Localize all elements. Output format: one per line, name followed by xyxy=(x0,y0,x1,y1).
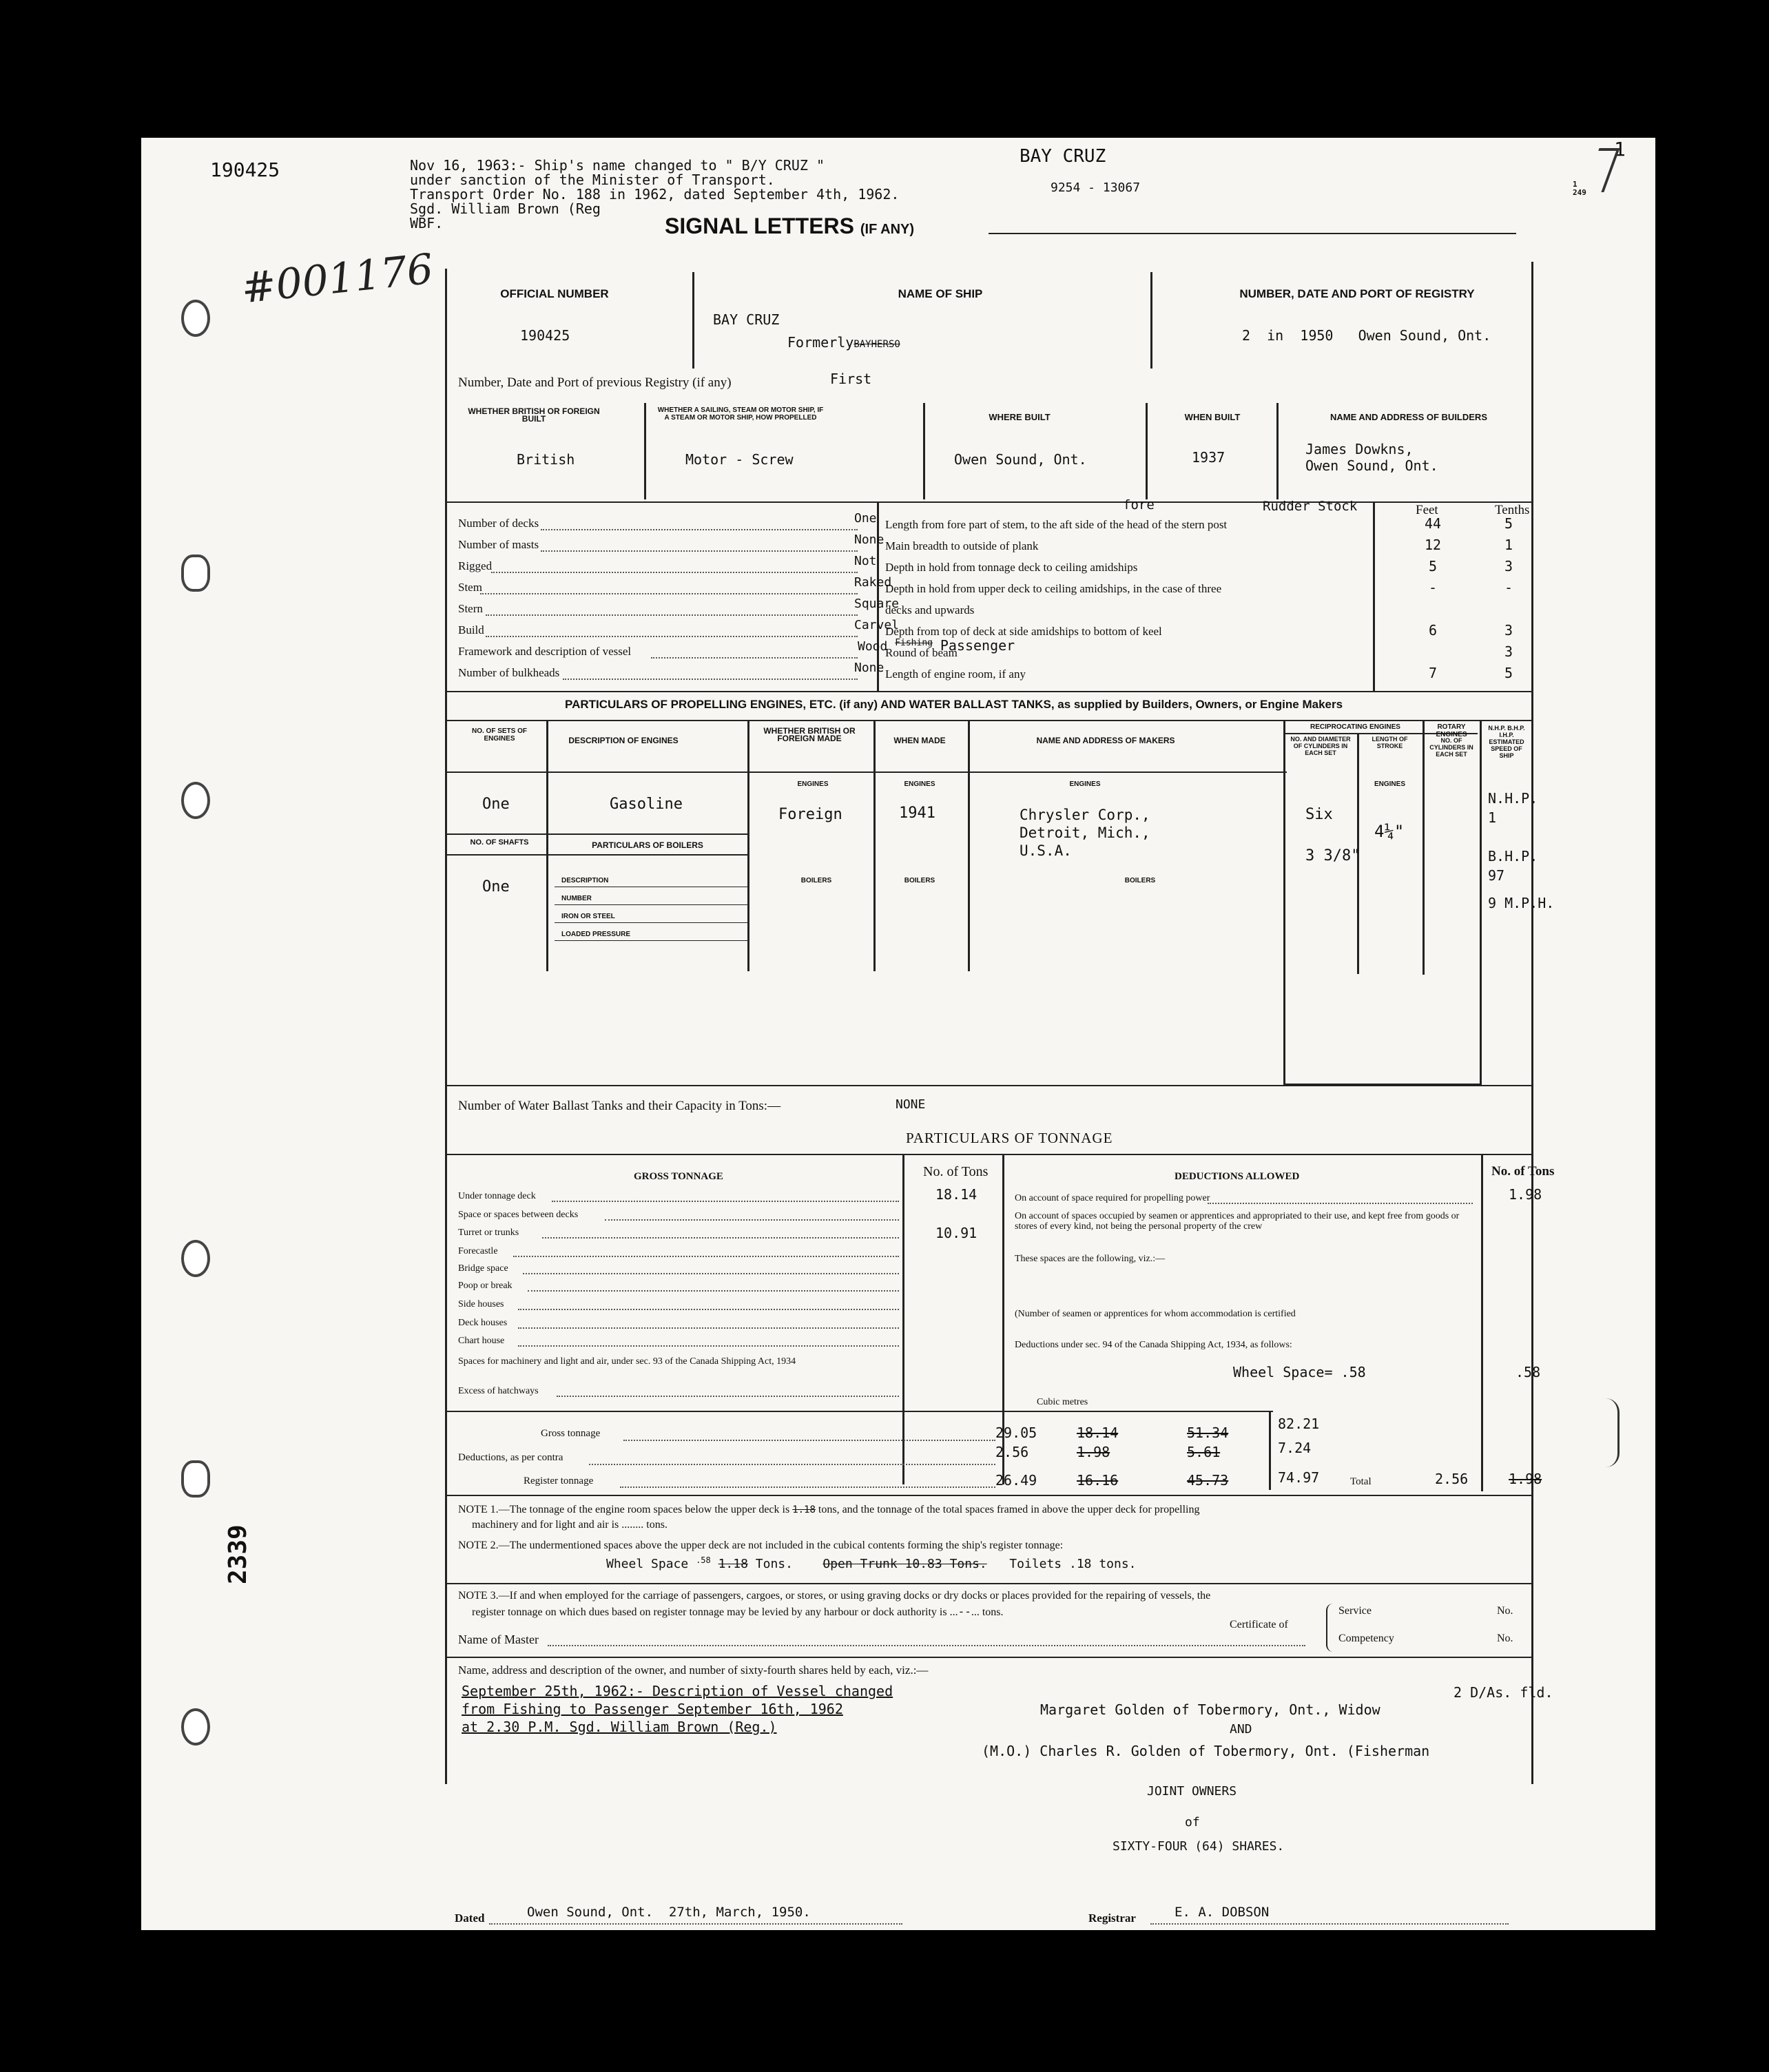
registrar-value: E. A. DOBSON xyxy=(1175,1905,1270,1920)
register-struck-1: 16.16 xyxy=(1077,1472,1119,1489)
owners-and: AND xyxy=(1230,1722,1252,1737)
col-sets-label: NO. OF SETS OF ENGINES xyxy=(471,727,527,743)
right-border xyxy=(1531,262,1533,1784)
gross-cubic: 82.21 xyxy=(1278,1416,1320,1432)
official-number-value: 190425 xyxy=(520,327,570,344)
dimension-feet: - xyxy=(1428,579,1438,596)
description-label: Stern xyxy=(458,602,483,615)
description-value: Not xyxy=(854,554,877,568)
joint-owners: JOINT OWNERS xyxy=(1147,1784,1237,1799)
margin-official-number: 190425 xyxy=(210,158,280,181)
dot-leader xyxy=(486,614,858,616)
name-change-note: Nov 16, 1963:- Ship's name changed to " B/Y CRUZ " under sanction of the Minister of Transport. Transport Order No. 188 in 1962, dated September 4th, 1962. Sgd. William Brown (Reg WBF. xyxy=(410,157,900,231)
side-number: 2339 xyxy=(224,1524,252,1584)
master-label: Name of Master xyxy=(458,1633,539,1646)
dot-leader xyxy=(651,657,858,659)
dimension-feet: 5 xyxy=(1428,558,1438,574)
engine-when-made: 1941 xyxy=(899,805,935,822)
british-built-label: WHETHER BRITISH OR FOREIGN BUILT xyxy=(468,406,600,424)
left-border xyxy=(445,269,447,1784)
ded-propelling: On account of space required for propelling power xyxy=(1015,1193,1210,1203)
gross-row-label: Poop or break xyxy=(458,1281,513,1291)
note2: NOTE 2.—The undermentioned spaces above the upper deck are not included in the cubical contents forming the ship's register tonnage: xyxy=(458,1540,1064,1551)
where-built-value: Owen Sound, Ont. xyxy=(954,451,1087,468)
description-label: Number of bulkheads xyxy=(458,666,560,679)
deductions-cubic: 7.24 xyxy=(1278,1440,1312,1456)
col-makers-label: NAME AND ADDRESS OF MAKERS xyxy=(1036,736,1175,745)
punch-hole xyxy=(181,300,210,337)
rule xyxy=(555,940,747,941)
wheel-space-value: .58 xyxy=(1515,1364,1541,1380)
dot-leader xyxy=(548,1645,1305,1646)
note2-spaces: Wheel Space $^{.58}$ 1.18 Tons. Open Trunk 10.83 Tons. Toilets .18 tons. xyxy=(606,1555,1137,1571)
dimension-feet: 6 xyxy=(1428,622,1438,639)
punch-hole xyxy=(181,782,210,819)
dot-leader xyxy=(491,572,858,573)
dimension-label: Round of beam xyxy=(885,646,958,659)
total-struck: 1.98 xyxy=(1509,1471,1542,1487)
gross-tonnage-total-label: Gross tonnage xyxy=(541,1428,601,1439)
rule xyxy=(446,1085,1531,1086)
ded-following: These spaces are the following, viz.:— xyxy=(1015,1254,1166,1264)
dot-leader xyxy=(518,1345,899,1347)
description-value: Square xyxy=(854,597,900,611)
dot-leader xyxy=(542,1237,899,1239)
col-recip-label: RECIPROCATING ENGINES xyxy=(1310,723,1400,731)
divider xyxy=(1269,1411,1271,1490)
dot-leader xyxy=(541,550,858,552)
where-built-label: WHERE BUILT xyxy=(989,412,1051,422)
cubic-metres-label: Cubic metres xyxy=(1037,1397,1088,1407)
divider xyxy=(1150,272,1152,369)
handwritten-rudder: Rudder Stock xyxy=(1263,499,1358,514)
gross-row-label: Forecastle xyxy=(458,1246,498,1256)
rule xyxy=(446,854,749,856)
deductions-label: DEDUCTIONS ALLOWED xyxy=(1175,1171,1300,1182)
divider xyxy=(968,720,970,971)
dot-leader xyxy=(589,1464,995,1465)
no-of-tons-label: No. of Tons xyxy=(923,1164,989,1179)
register-struck-2: 45.73 xyxy=(1187,1472,1229,1489)
gross-struck-2: 51.34 xyxy=(1187,1424,1229,1441)
description-value: Raked xyxy=(854,575,892,590)
col-when-label: WHEN MADE xyxy=(893,736,946,745)
boiler-row-label: IRON OR STEEL xyxy=(561,913,615,920)
competency-no: No. xyxy=(1497,1633,1513,1644)
owners-remark: September 25th, 1962:- Description of Vessel changed from Fishing to Passenger September 16th, 1962 at 2.30 P.M. Sgd. William Brown (Reg.) xyxy=(462,1683,893,1735)
divider xyxy=(644,403,646,499)
boiler-row-label: DESCRIPTION xyxy=(561,877,609,884)
punch-hole xyxy=(181,1240,210,1277)
description-label: Rigged xyxy=(458,559,493,572)
dot-leader xyxy=(486,636,858,637)
dimension-feet: 44 xyxy=(1424,515,1442,532)
gross-row-label: Side houses xyxy=(458,1299,504,1309)
tonnage-title: PARTICULARS OF TONNAGE xyxy=(906,1130,1113,1146)
dated-value: Owen Sound, Ont. 27th, March, 1950. xyxy=(527,1905,811,1920)
dot-leader xyxy=(480,593,858,594)
gross-tonnage-value: 29.05 xyxy=(995,1424,1037,1441)
engine-cylinders: Six xyxy=(1305,806,1333,823)
propelled-value: Motor - Screw xyxy=(685,451,794,468)
dimension-label: Depth from top of deck at side amidships to bottom of keel xyxy=(885,625,1162,638)
ded-propelling-value: 1.98 xyxy=(1509,1186,1542,1203)
dot-leader xyxy=(518,1327,899,1329)
divider xyxy=(546,720,548,971)
ship-name-value: BAY CRUZ xyxy=(713,311,780,328)
dimension-tenths: 5 xyxy=(1504,665,1513,681)
ded-sec94: Deductions under sec. 94 of the Canada Shipping Act, 1934, as follows: xyxy=(1015,1340,1292,1350)
dimension-tenths: - xyxy=(1504,579,1513,596)
description-label: Number of decks xyxy=(458,517,539,530)
punch-hole xyxy=(181,555,210,592)
official-number-label: OFFICIAL NUMBER xyxy=(500,287,609,300)
stamp-number: #001176 xyxy=(239,245,436,313)
engine-makers: Chrysler Corp., Detroit, Mich., U.S.A. xyxy=(1020,807,1150,859)
gross-row-label: Under tonnage deck xyxy=(458,1191,536,1201)
dimension-feet: 12 xyxy=(1424,537,1442,553)
engines-title: PARTICULARS OF PROPELLING ENGINES, ETC. (if any) AND WATER BALLAST TANKS, as supplied by Builders, Owners, or Engine Makers xyxy=(565,698,1343,711)
dot-leader xyxy=(623,1440,995,1441)
shafts-value: One xyxy=(482,878,510,895)
certificate-label: Certificate of xyxy=(1230,1619,1288,1630)
dot-leader xyxy=(1150,1923,1509,1925)
builders-value: James Dowkns, Owen Sound, Ont. xyxy=(1305,441,1438,474)
british-built-value: British xyxy=(517,451,575,468)
handwritten-mark xyxy=(1583,148,1620,192)
tenths-label: Tenths xyxy=(1495,503,1530,517)
registry-value: 2 in 1950 Owen Sound, Ont. xyxy=(1242,327,1491,344)
register-code: 1 249 xyxy=(1573,180,1586,197)
dimension-tenths: 3 xyxy=(1504,558,1513,574)
propelled-label: WHETHER A SAILING, STEAM OR MOTOR SHIP, IF A STEAM OR MOTOR SHIP, HOW PROPELLED xyxy=(657,406,824,422)
divider xyxy=(873,720,876,971)
divider xyxy=(902,1154,904,1484)
previous-registry-value: First xyxy=(830,371,872,387)
rule xyxy=(446,720,1531,721)
rule xyxy=(555,904,747,905)
gross-row-label: Excess of hatchways xyxy=(458,1386,539,1396)
description-label: Build xyxy=(458,623,484,636)
divider xyxy=(747,720,749,971)
ded-seamen: On account of spaces occupied by seamen or apprentices and appropriated to their use, and kept free from goods or stores of every kind, not being the personal property of the crew xyxy=(1015,1211,1460,1232)
feet-label: Feet xyxy=(1416,503,1438,517)
dimension-label: Main breadth to outside of plank xyxy=(885,539,1039,552)
ballast-value: NONE xyxy=(896,1097,926,1112)
rule xyxy=(446,833,749,835)
rule xyxy=(446,1411,1273,1412)
description-value: Carvel xyxy=(854,618,900,632)
dimension-label: decks and upwards xyxy=(885,603,975,617)
register-tonnage-label: Register tonnage xyxy=(524,1475,594,1486)
dot-leader xyxy=(541,529,858,530)
engine-stroke: 4¼" xyxy=(1374,822,1405,841)
engines-sub-label-3: ENGINES xyxy=(1069,780,1101,788)
previous-registry-label: Number, Date and Port of previous Registry (if any) xyxy=(458,375,732,390)
certificate-brace xyxy=(1326,1604,1334,1652)
dimension-tenths: 1 xyxy=(1504,537,1513,553)
description-value: One xyxy=(854,511,877,526)
dimension-label: Depth in hold from tonnage deck to ceiling amidships xyxy=(885,561,1138,574)
punch-hole xyxy=(181,1708,210,1745)
rule xyxy=(446,1657,1531,1658)
dot-leader xyxy=(489,1923,902,1925)
dimension-label: Length from fore part of stem, to the aft side of the head of the stern post xyxy=(885,518,1228,531)
shafts-label: NO. OF SHAFTS xyxy=(470,838,529,847)
gross-row-label: Bridge space xyxy=(458,1263,508,1274)
rule xyxy=(446,771,1287,773)
col-british-label: WHETHER BRITISH OR FOREIGN MADE xyxy=(763,726,856,743)
register-cubic: 74.97 xyxy=(1278,1469,1320,1486)
divider xyxy=(923,403,925,499)
rule xyxy=(555,922,747,923)
divider xyxy=(1481,1154,1483,1491)
top-numbers: 9254 - 13067 xyxy=(1051,180,1141,195)
gross-trunks: 10.91 xyxy=(935,1225,977,1241)
col-rotary-cyl-label: NO. OF CYLINDERS IN EACH SET xyxy=(1429,737,1473,758)
engines-sub-label: ENGINES xyxy=(797,780,829,788)
engine-horsepower: N.H.P. 1 B.H.P. 97 9 M.P.H. xyxy=(1488,790,1555,911)
description-label: Stem xyxy=(458,581,482,594)
joint-of: of xyxy=(1185,1815,1200,1830)
dot-leader xyxy=(518,1309,899,1310)
dot-leader xyxy=(1208,1203,1473,1204)
owner-1: Margaret Golden of Tobermory, Ont., Widow xyxy=(1040,1701,1380,1718)
page-number: 1 xyxy=(1614,138,1626,160)
col-hp-label: N.H.P. B.H.P. I.H.P. ESTIMATED SPEED OF SHIP xyxy=(1488,725,1525,759)
dimension-tenths: 5 xyxy=(1504,515,1513,532)
framework-material: Wood xyxy=(858,639,888,654)
divider xyxy=(1480,720,1482,1085)
brace-mark xyxy=(1605,1398,1620,1467)
dot-leader xyxy=(552,1201,899,1202)
owners-label: Name, address and description of the owner, and number of sixty-fourth shares held by each, viz.:— xyxy=(458,1664,929,1677)
divider xyxy=(1276,403,1279,499)
owner-shares: 2 D/As. fld. xyxy=(1454,1684,1553,1701)
note3-continued: register tonnage on which dues based on register tonnage may be levied by any harbour or dock authority is ...--... tons. xyxy=(472,1605,1004,1618)
deductions-struck-1: 1.98 xyxy=(1077,1444,1110,1460)
col-rotary-label: ROTARY ENGINES xyxy=(1436,723,1467,738)
boilers-sub-label: BOILERS xyxy=(800,877,832,884)
total-label: Total xyxy=(1350,1476,1372,1487)
dimension-label: Length of engine room, if any xyxy=(885,667,1026,681)
col-cylinders-label: NO. AND DIAMETER OF CYLINDERS IN EACH SET xyxy=(1290,736,1351,756)
divider xyxy=(1146,403,1148,499)
dot-leader xyxy=(523,1273,899,1274)
registry-label: NUMBER, DATE AND PORT OF REGISTRY xyxy=(1239,287,1475,300)
divider xyxy=(1423,720,1425,975)
dot-leader xyxy=(620,1486,995,1488)
when-built-label: WHEN BUILT xyxy=(1184,412,1241,422)
description-value: None xyxy=(854,532,884,547)
gross-row-label: Deck houses xyxy=(458,1318,508,1328)
deductions-contra-label: Deductions, as per contra xyxy=(458,1452,563,1463)
note3: NOTE 3.—If and when employed for the carriage of passengers, cargoes, or stores, or using graving docks or dry docks or places provided for the repairing of vessels, the xyxy=(458,1590,1211,1602)
boilers-sub-label-2: BOILERS xyxy=(904,877,935,884)
divider xyxy=(1373,501,1375,691)
dimension-label: Depth in hold from upper deck to ceiling amidships, in the case of three xyxy=(885,582,1222,595)
gross-under-deck: 18.14 xyxy=(935,1186,977,1203)
dated-label: Dated xyxy=(455,1912,485,1925)
total-value: 2.56 xyxy=(1435,1471,1469,1487)
dot-leader xyxy=(605,1219,899,1221)
deductions-value: 2.56 xyxy=(995,1444,1029,1460)
engine-sets: One xyxy=(482,796,510,813)
wheel-space: Wheel Space= .58 xyxy=(1233,1364,1366,1380)
registrar-label: Registrar xyxy=(1088,1912,1136,1925)
boilers-sub-label-3: BOILERS xyxy=(1124,877,1156,884)
rule xyxy=(446,1495,1531,1496)
boiler-row-label: LOADED PRESSURE xyxy=(561,931,631,938)
engine-cylinder-dia: 3 3/8" xyxy=(1305,847,1361,864)
gross-tonnage-label: GROSS TONNAGE xyxy=(634,1171,723,1182)
boilers-label: PARTICULARS OF BOILERS xyxy=(592,840,703,850)
framework-added: Passenger xyxy=(940,637,1015,654)
register-tonnage-value: 26.49 xyxy=(995,1472,1037,1489)
register-page xyxy=(141,138,1655,1930)
when-built-value: 1937 xyxy=(1192,449,1225,466)
dot-leader xyxy=(563,678,858,680)
gross-row-label: Spaces for machinery and light and air, under sec. 93 of the Canada Shipping Act, 1934 xyxy=(458,1356,796,1367)
gross-row-label: Chart house xyxy=(458,1336,505,1346)
rule xyxy=(446,501,1531,503)
gross-row-label: Turret or trunks xyxy=(458,1227,519,1238)
divider xyxy=(692,272,694,369)
note1-continued: machinery and for light and air is ........ tons. xyxy=(472,1519,668,1531)
dimension-feet: 7 xyxy=(1428,665,1438,681)
gross-struck-1: 18.14 xyxy=(1077,1424,1119,1441)
ded-certified: (Number of seamen or apprentices for whom accommodation is certified xyxy=(1015,1309,1296,1319)
dimension-tenths: 3 xyxy=(1504,622,1513,639)
description-label: Number of masts xyxy=(458,538,539,551)
framework-struck: Fishing xyxy=(895,638,933,648)
no-of-tons-label-right: No. of Tons xyxy=(1491,1164,1555,1179)
competency-row: Competency xyxy=(1338,1633,1394,1644)
description-label: Framework and description of vessel xyxy=(458,645,632,658)
joint-shares: SIXTY-FOUR (64) SHARES. xyxy=(1113,1839,1285,1854)
engine-description: Gasoline xyxy=(610,796,683,813)
boiler-row-label: NUMBER xyxy=(561,895,592,902)
service-row: Service xyxy=(1338,1605,1372,1617)
builders-label: NAME AND ADDRESS OF BUILDERS xyxy=(1330,412,1487,422)
rule xyxy=(446,1154,1531,1155)
note1: NOTE 1.—The tonnage of the engine room spaces below the upper deck is 1.18 tons, and the tonnage of the total spaces framed in above the upper deck for propelling xyxy=(458,1504,1200,1515)
signal-letters-line xyxy=(989,233,1516,234)
dot-leader xyxy=(528,1290,899,1292)
engines-sub-label-4: ENGINES xyxy=(1374,780,1405,788)
divider xyxy=(1283,720,1285,1085)
handwritten-fore: fore xyxy=(1123,497,1155,512)
col-stroke-label: LENGTH OF STROKE xyxy=(1372,736,1408,749)
signal-letters-label: SIGNAL LETTERS (IF ANY) xyxy=(665,214,915,238)
top-ship-name: BAY CRUZ xyxy=(1020,146,1106,167)
engine-british: Foreign xyxy=(778,806,842,823)
col-desc-label: DESCRIPTION OF ENGINES xyxy=(568,736,679,745)
dimension-tenths: 3 xyxy=(1504,643,1513,660)
description-value: None xyxy=(854,661,884,675)
gross-row-label: Space or spaces between decks xyxy=(458,1210,579,1220)
formerly: FormerlyBAYHERSO xyxy=(787,334,900,351)
dot-leader xyxy=(513,1256,899,1257)
rule xyxy=(446,1583,1531,1584)
ballast-label: Number of Water Ballast Tanks and their Capacity in Tons:— xyxy=(458,1099,781,1113)
name-of-ship-label: NAME OF SHIP xyxy=(898,287,983,300)
dot-leader xyxy=(557,1396,899,1397)
owner-2: (M.O.) Charles R. Golden of Tobermory, Ont. (Fisherman xyxy=(982,1743,1430,1759)
rule xyxy=(446,691,1531,692)
engines-sub-label-2: ENGINES xyxy=(904,780,935,788)
deductions-struck-2: 5.61 xyxy=(1187,1444,1221,1460)
service-no: No. xyxy=(1497,1605,1513,1617)
punch-hole xyxy=(181,1460,210,1498)
